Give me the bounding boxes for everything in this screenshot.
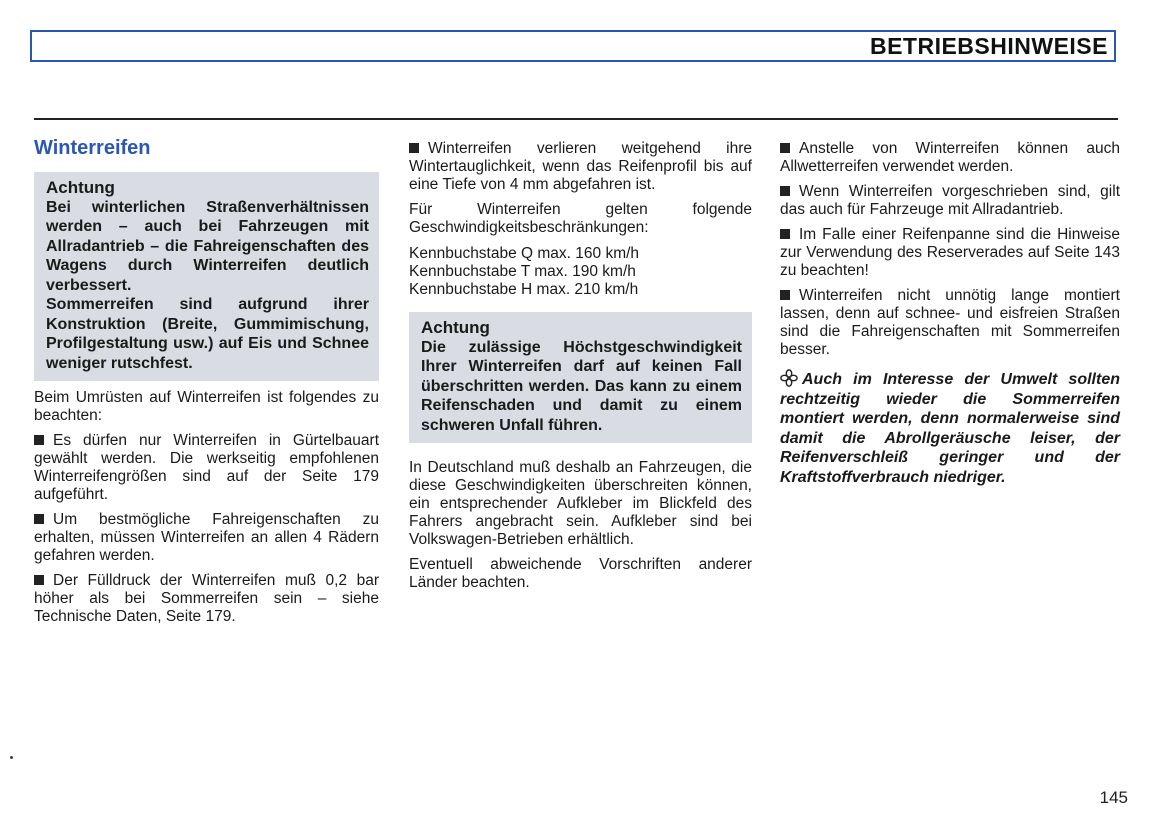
section-tag: BETRIEBSHINWEISE xyxy=(869,33,1108,59)
list-item-text: Um bestmögliche Fahreigenschaften zu erhalten, müssen Winterreifen an allen 4 Rädern gefahren werden. xyxy=(34,511,379,564)
bullet-icon xyxy=(34,435,44,445)
page-heading: Winterreifen xyxy=(34,137,151,159)
list-item-text: Es dürfen nur Winterreifen in Gürtelbauart gewählt werden. Die werkseitig empfohlenen Winterreifengrößen sind auf der Seite 179 aufgeführt. xyxy=(34,432,379,503)
list-item-text: Im Falle einer Reifenpanne sind die Hinweise zur Verwendung des Reserverades auf Seite 143 zu beachten! xyxy=(780,226,1120,279)
environment-note-text: Auch im Interesse der Umwelt sollten rechtzeitig wieder die Sommerreifen montiert werden, denn normalerweise sind damit die Abrollgeräusche leiser, der Reifenverschleiß geringer und der Kraftstoffverbrauch niedriger. xyxy=(780,371,1120,486)
list-item xyxy=(780,140,1120,176)
list-item-text: Wenn Winterreifen vorgeschrieben sind, gilt das auch für Fahrzeuge mit Allradantrieb. xyxy=(780,183,1120,218)
column-3 xyxy=(780,140,1120,503)
speed-limits-list xyxy=(409,245,752,299)
speed-limit-row: Kennbuchstabe H max. 210 km/h xyxy=(409,281,639,298)
speed-intro: Für Winterreifen gelten folgende Geschwindigkeitsbeschränkungen: xyxy=(409,201,752,236)
page-number: 145 xyxy=(1099,788,1128,807)
sticker-paragraph: In Deutschland muß deshalb an Fahrzeugen, die diese Geschwindigkeiten überschreiten können, ein entsprechender Aufkleber im Blickfeld des Fahrers angebracht sein. Aufkleber sind bei Volkswagen-Betrieben erhältlich. xyxy=(409,459,752,548)
environment-note xyxy=(780,369,1120,487)
list-item-text: Anstelle von Winterreifen können auch Allwetterreifen verwendet werden. xyxy=(780,140,1120,175)
warning-text-line: Sommerreifen sind aufgrund ihrer Konstruktion (Breite, Gummimischung, Profilgestaltung usw.) auf Eis und Schnee weniger rutschfest. xyxy=(46,296,369,372)
list-item-text: Winterreifen nicht unnötig lange montiert lassen, denn auf schnee- und eisfreien Straßen sind die Fahreigenschaften mit Sommerreifen besser. xyxy=(780,287,1120,358)
page-mark xyxy=(10,756,13,759)
regulations-paragraph: Eventuell abweichende Vorschriften anderer Länder beachten. xyxy=(409,556,752,591)
list-item-text: Winterreifen verlieren weitgehend ihre Wintertauglichkeit, wenn das Reifenprofil bis auf eine Tiefe von 4 mm abgefahren ist. xyxy=(409,140,752,193)
warning-text-line: Bei winterlichen Straßenverhältnissen werden – auch bei Fahrzeugen mit Allradantrieb – die Fahreigenschaften des Wagens durch Winterreifen deutlich verbessert. xyxy=(46,198,369,294)
list-item xyxy=(780,287,1120,359)
list-item xyxy=(34,572,379,626)
list-item xyxy=(780,226,1120,280)
warning-title: Achtung xyxy=(421,318,490,337)
speed-limit-row: Kennbuchstabe Q max. 160 km/h xyxy=(409,245,640,262)
warning-box-1 xyxy=(34,172,379,381)
warning-text: Die zulässige Höchstgeschwindigkeit Ihrer Winterreifen darf auf keinen Fall überschritten werden. Das kann zu einem Reifenschaden und damit zu einem schweren Unfall führen. xyxy=(421,338,742,434)
list-item-text: Der Fülldruck der Winterreifen muß 0,2 bar höher als bei Sommerreifen sein – siehe Technische Daten, Seite 179. xyxy=(34,572,379,625)
bullet-icon xyxy=(780,229,790,239)
list-item xyxy=(34,432,379,504)
bullet-icon xyxy=(780,186,790,196)
bullet-icon xyxy=(34,575,44,585)
list-item xyxy=(34,511,379,565)
bullet-icon xyxy=(34,514,44,524)
warning-box-2 xyxy=(409,312,752,443)
bullet-icon xyxy=(780,290,790,300)
bullet-icon xyxy=(780,143,790,153)
intro-paragraph: Beim Umrüsten auf Winterreifen ist folgendes zu beachten: xyxy=(34,389,379,424)
warning-title: Achtung xyxy=(46,178,115,197)
header-rule xyxy=(34,118,1118,120)
column-2 xyxy=(409,140,752,599)
list-item xyxy=(780,183,1120,219)
flower-icon xyxy=(780,369,798,387)
speed-limit-row: Kennbuchstabe T max. 190 km/h xyxy=(409,263,636,280)
bullet-icon xyxy=(409,143,419,153)
header-frame xyxy=(30,30,1116,62)
column-1 xyxy=(34,136,379,633)
list-item xyxy=(409,140,752,194)
